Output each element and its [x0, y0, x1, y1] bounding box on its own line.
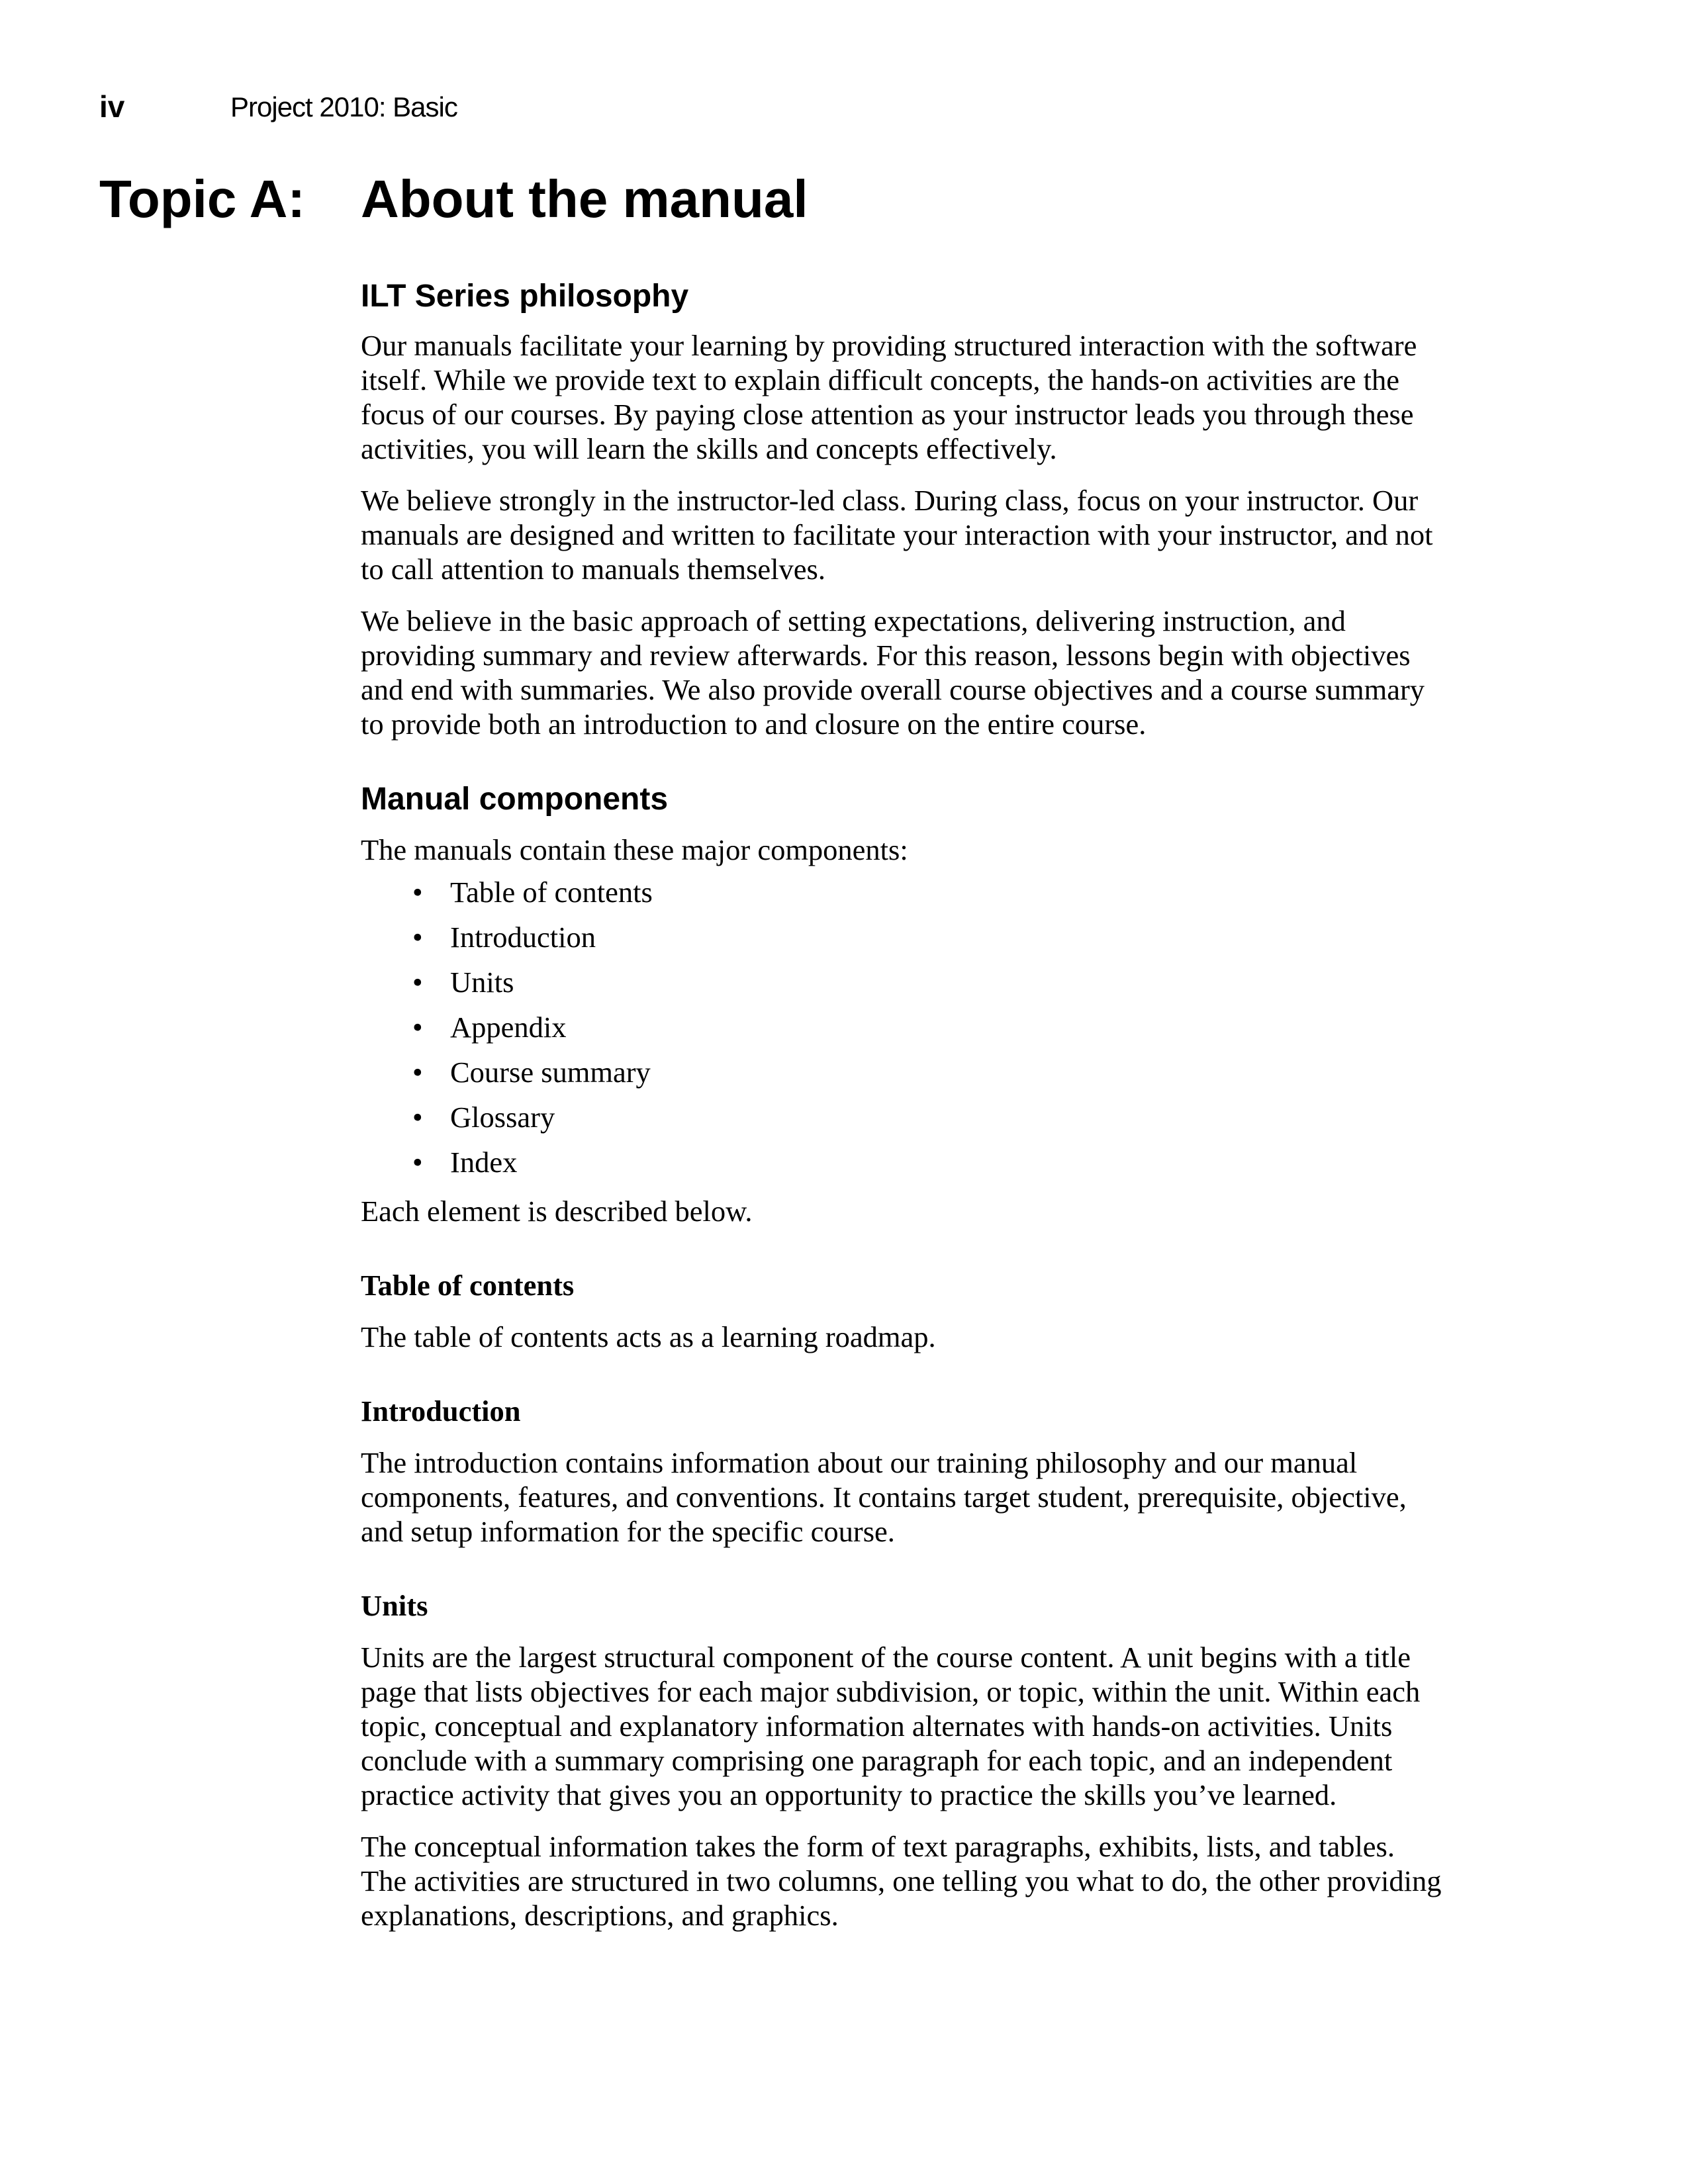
list-item [361, 1010, 1446, 1044]
subsection-heading-units: Units [361, 1589, 428, 1622]
bullet-icon: • [412, 1146, 423, 1179]
running-header-title: Project 2010: Basic [230, 91, 457, 122]
paragraph: The introduction contains information about our training philosophy and our manual components, features, and conventions. It contains target student, prerequisite, objective, and setup information for the specific course. [361, 1446, 1407, 1548]
components-outro: Each element is described below. [361, 1195, 753, 1228]
topic-label: Topic A: [99, 169, 306, 228]
list-item-label: Units [450, 966, 514, 999]
list-item-label: Introduction [450, 921, 596, 954]
list-item [361, 1100, 1446, 1134]
section-heading-components: Manual components [361, 782, 669, 817]
subsection-heading-introduction: Introduction [361, 1394, 521, 1428]
components-list [361, 875, 1446, 1179]
bullet-icon: • [412, 1011, 423, 1044]
list-item-label: Appendix [450, 1011, 567, 1044]
list-item [361, 965, 1446, 999]
paragraph: We believe strongly in the instructor-led class. During class, focus on your instructor. Our manuals are designed and written to facilitate your interaction with your instructor, and not to call attention to manuals themselves. [361, 484, 1433, 586]
paragraph: Units are the largest structural component of the course content. A unit begins with a title page that lists objectives for each major subdivision, or topic, within the unit. Within each topic, conceptual and explanatory information alternates with hands-on activities. Units conclude with a summary comprising one paragraph for each topic, and an independent practice activity that gives you an opportunity to practice the skills you’ve learned. [361, 1641, 1421, 1811]
list-item-label: Table of contents [450, 876, 653, 909]
paragraph: The table of contents acts as a learning roadmap. [361, 1320, 936, 1353]
bullet-icon: • [412, 921, 423, 954]
list-item-label: Glossary [450, 1101, 555, 1134]
body-column [361, 277, 1446, 1950]
paragraph: We believe in the basic approach of setting expectations, delivering instruction, and providing summary and review afterwards. For this reason, lessons begin with objectives and end with summaries. We also provide overall course objectives and a course summary to provide both an introduction to and closure on the entire course. [361, 604, 1425, 741]
paragraph: Our manuals facilitate your learning by providing structured interaction with the software itself. While we provide text to explain difficult concepts, the hands-on activities are the focus of our courses. By paying close attention as your instructor leads you through these activities, you will learn the skills and concepts effectively. [361, 329, 1417, 465]
paragraph: The conceptual information takes the form of text paragraphs, exhibits, lists, and tables. The activities are structured in two columns, one telling you what to do, the other providing explanations, descriptions, and graphics. [361, 1830, 1442, 1932]
list-item [361, 875, 1446, 909]
list-item [361, 1055, 1446, 1089]
subsection-heading-toc: Table of contents [361, 1269, 575, 1302]
list-item-label: Index [450, 1146, 518, 1179]
list-item [361, 1145, 1446, 1179]
section-heading-philosophy: ILT Series philosophy [361, 279, 689, 314]
bullet-icon: • [412, 1056, 423, 1089]
components-intro: The manuals contain these major components: [361, 833, 908, 866]
bullet-icon: • [412, 1101, 423, 1134]
topic-heading [99, 169, 808, 230]
topic-title: About the manual [361, 169, 808, 228]
bullet-icon: • [412, 966, 423, 999]
list-item [361, 920, 1446, 954]
list-item-label: Course summary [450, 1056, 651, 1089]
bullet-icon: • [412, 876, 423, 909]
page-number: iv [99, 89, 125, 124]
